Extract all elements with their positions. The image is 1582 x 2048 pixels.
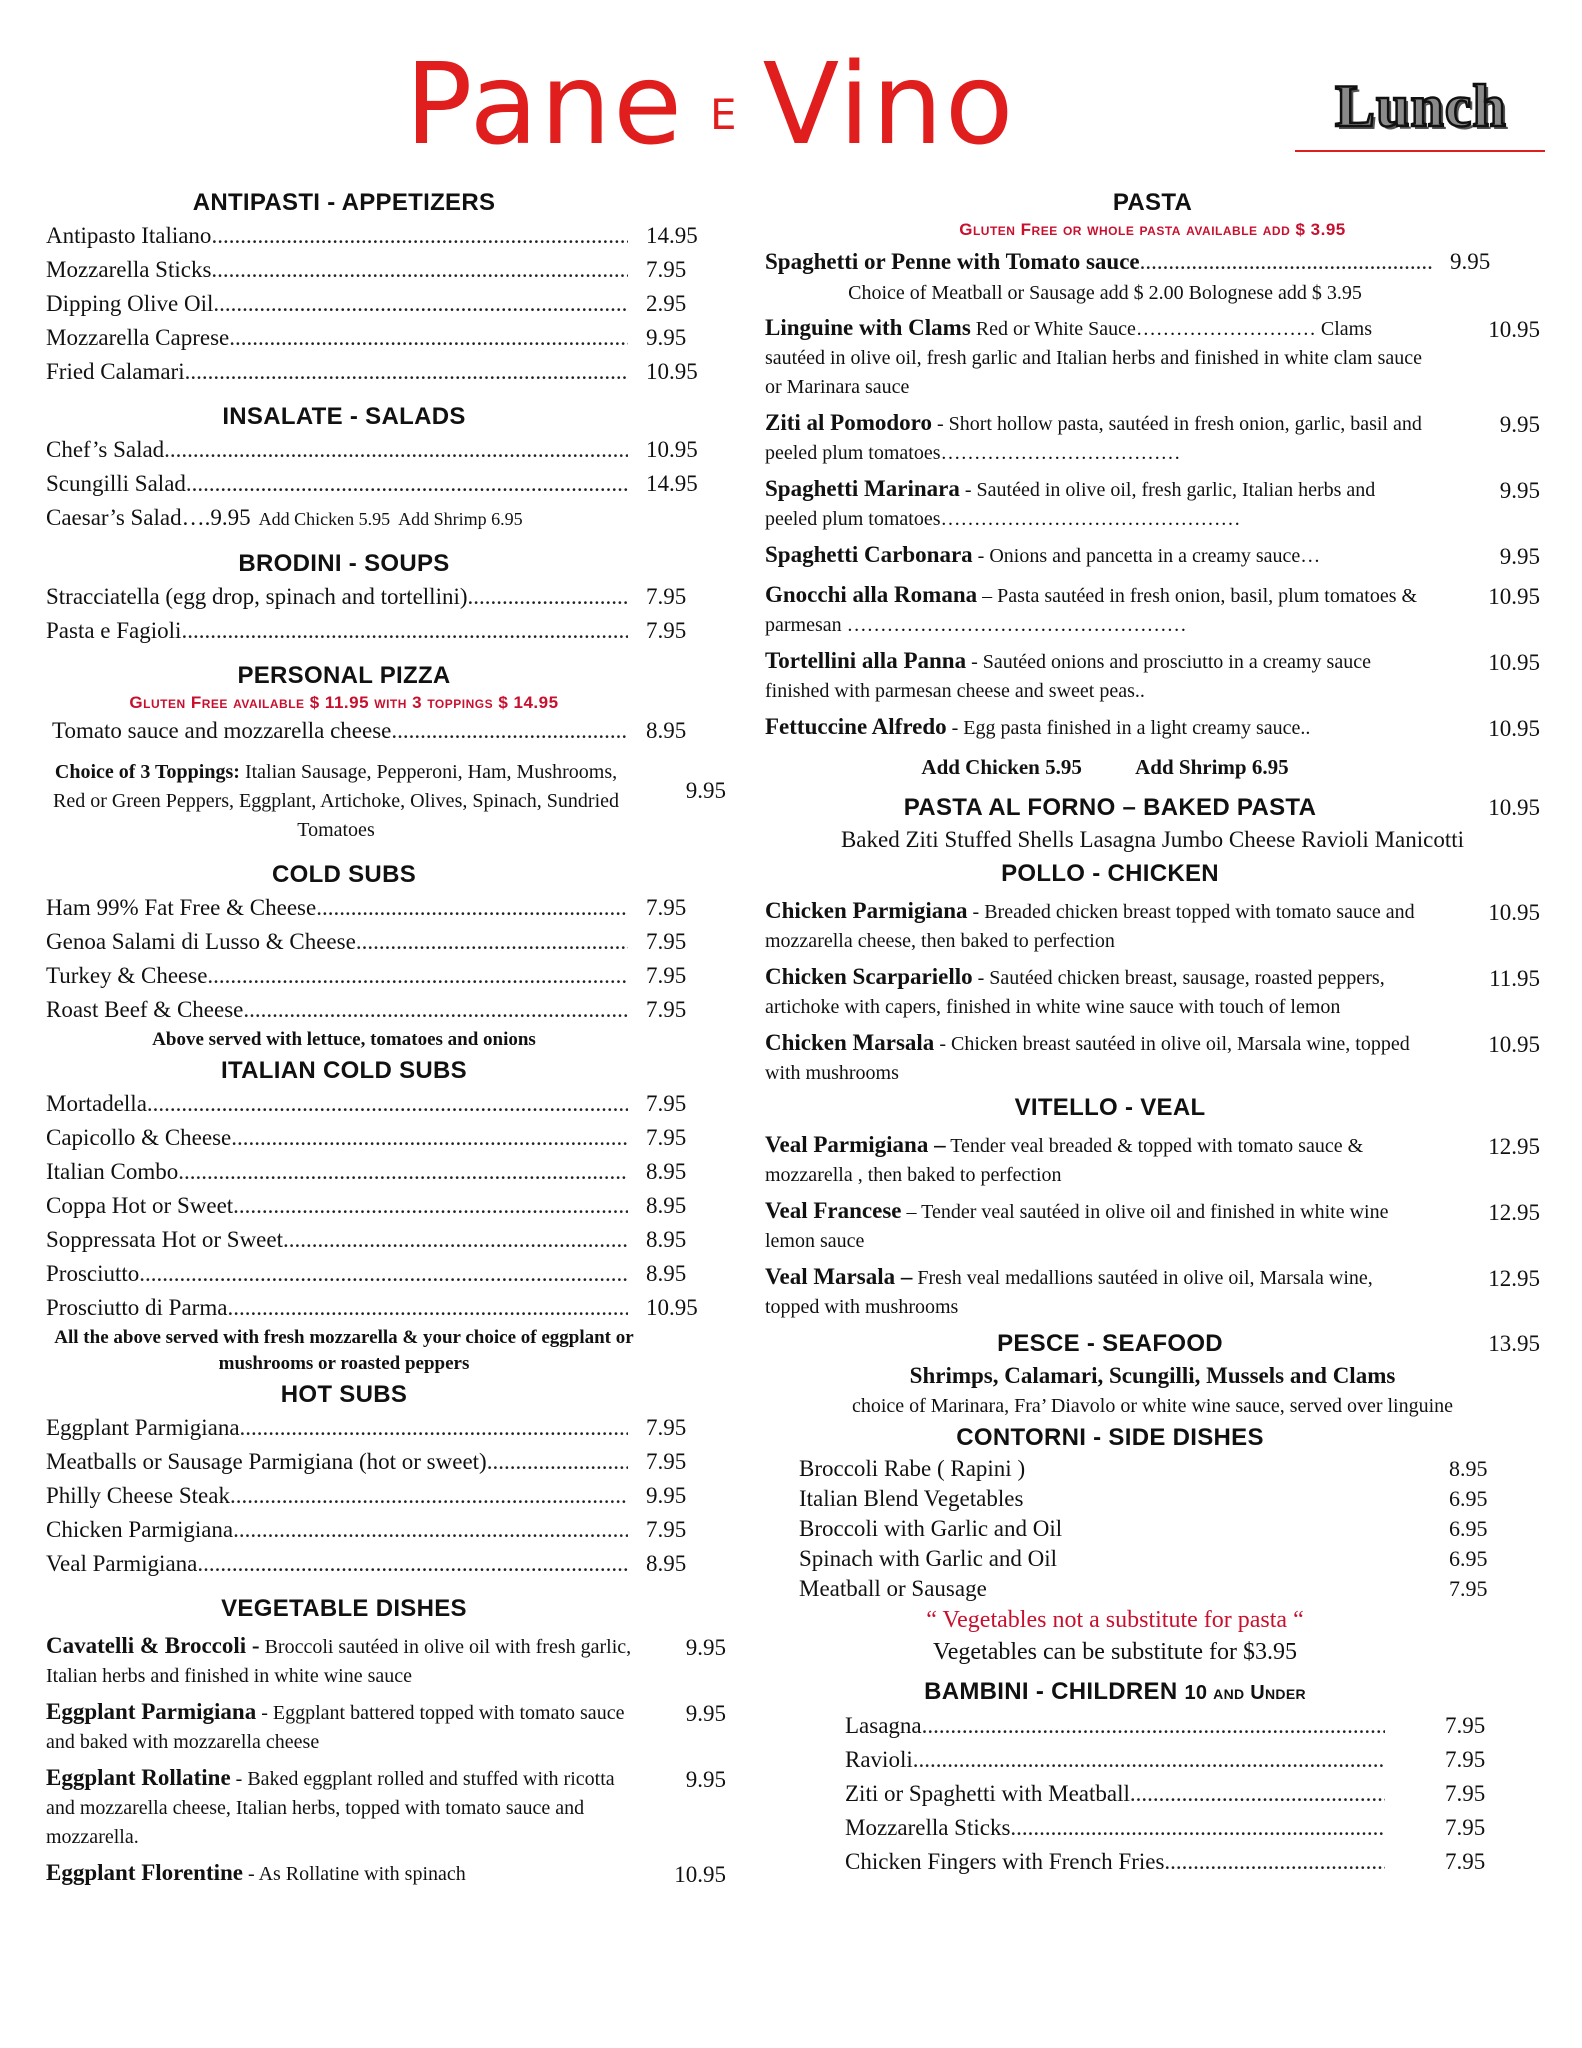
caesar-salad: Caesar’s Salad….9.95 [46,505,251,530]
section-title-italian-cold-subs: ITALIAN COLD SUBS [221,1057,467,1084]
menu-item: Soppressata Hot or Sweet ..... 8.95 [46,1223,726,1257]
menu-item: Fried Calamari ..... 10.95 [46,355,726,389]
menu-item: Veal Marsala – Fresh veal medallions sautéed in olive oil, Marsala wine, topped with mushrooms 12.95 [765,1264,1540,1318]
menu-item: Coppa Hot or Sweet ..... 8.95 [46,1189,726,1223]
pesce-header-row [765,1326,1540,1360]
forno-list: Baked Ziti Stuffed Shells Lasagna Jumbo Cheese Ravioli Manicotti [840,827,1465,852]
menu-item: Eggplant Rollatine - Baked eggplant rolled and stuffed with ricotta and mozzarella cheese, Italian herbs, topped with tomato sauce and mozzarella. 9.95 [46,1765,726,1848]
menu-item: Chicken Marsala - Chicken breast sautéed in olive oil, Marsala wine, topped with mushrooms 10.95 [765,1030,1540,1084]
menu-item: Lasagna ..... 7.95 [845,1709,1485,1743]
forno-price: 10.95 [1488,795,1540,820]
menu-item: Prosciutto ..... 8.95 [46,1257,726,1291]
pesce-note: choice of Marinara, Fra’ Diavolo or white wine sauce, served over linguine [851,1395,1454,1417]
caesar-salad-row [46,501,726,536]
pizza-gluten-free-note: Gluten Free available $ 11.95 with 3 toppings $ 14.95 [129,693,559,712]
caesar-add-shrimp: Add Shrimp 6.95 [398,509,523,529]
section-title-cold-subs: COLD SUBS [271,861,417,888]
menu-item: Spaghetti or Penne with Tomato sauce ..... 9.95 [765,245,1530,279]
spaghetti-choice-note: Choice of Meatball or Sausage add $ 2.00 Bolognese add $ 3.95 [848,282,1362,304]
cold-subs-note: Above served with lettuce, tomatoes and onions [152,1029,536,1050]
menu-item: Italian Blend Vegetables 6.95 [799,1486,1488,1511]
menu-item: Italian Combo ..... 8.95 [46,1155,726,1189]
menu-item: Chicken Fingers with French Fries ..... 7.95 [845,1845,1485,1879]
menu-item: Chicken Parmigiana - Breaded chicken breast topped with tomato sauce and mozzarella cheese, then baked to perfection 10.95 [765,898,1540,952]
menu-item: Philly Cheese Steak ..... 9.95 [46,1479,726,1513]
menu-item: Chicken Parmigiana ..... 7.95 [46,1513,726,1547]
section-title-vitello: VITELLO - VEAL [1014,1094,1206,1121]
section-title-bambini: BAMBINI - CHILDREN 10 and Under [924,1678,1306,1705]
add-shrimp: Add Shrimp 6.95 [1135,755,1289,779]
menu-item: Gnocchi alla Romana – Pasta sautéed in fresh onion, basil, plum tomatoes & parmesan …………………………………………… 10.95 [765,582,1540,636]
menu-item: Veal Francese – Tender veal sautéed in olive oil and finished in white wine lemon sauce 12.95 [765,1198,1540,1252]
menu-item: Broccoli with Garlic and Oil 6.95 [799,1516,1488,1541]
menu-item: Ravioli ..... 7.95 [845,1743,1485,1777]
menu-item: Prosciutto di Parma ..... 10.95 [46,1291,726,1325]
caesar-add-chicken: Add Chicken 5.95 [258,509,391,529]
menu-item: Chef’s Salad ..... 10.95 [46,433,726,467]
lunch-badge: Lunch [1335,73,1507,139]
menu-item: Tortellini alla Panna - Sautéed onions and prosciutto in a creamy sauce finished with parmesan cheese and sweet peas.. 10.95 [765,648,1540,702]
menu-item: Scungilli Salad ..... 14.95 [46,467,726,501]
menu-item: Meatballs or Sausage Parmigiana (hot or sweet) ..... 7.95 [46,1445,726,1479]
section-title-brodini: BRODINI - SOUPS [238,550,450,577]
menu-item: Ziti al Pomodoro - Short hollow pasta, sautéed in fresh onion, garlic, basil and peeled plum tomatoes……………………………… 9.95 [765,410,1540,464]
toppings-text: Italian Sausage, Pepperoni, Ham, Mushrooms, Red or Green Peppers, Eggplant, Artichoke, Olives, Spinach, Sundried Tomatoes [53,761,619,841]
vegetables-substitute-price: Vegetables can be substitute for $3.95 [933,1639,1297,1665]
logo-word-e: E [710,90,737,139]
menu-item: Ziti or Spaghetti with Meatball ..... 7.95 [845,1777,1485,1811]
section-title-pesce: PESCE - SEAFOOD [997,1330,1223,1357]
pizza-toppings [46,758,726,845]
toppings-price: 9.95 [685,778,726,803]
menu-item: Mozzarella Sticks ..... 7.95 [46,253,726,287]
menu-item: Tomato sauce and mozzarella cheese ..... 8.95 [46,714,726,748]
section-title-forno: PASTA AL FORNO – BAKED PASTA [903,794,1317,821]
menu-item: Cavatelli & Broccoli - Broccoli sautéed in olive oil with fresh garlic, Italian herbs and finished in white wine sauce 9.95 [46,1633,726,1687]
menu-item: Eggplant Parmigiana ..... 7.95 [46,1411,726,1445]
menu-item: Ham 99% Fat Free & Cheese ..... 7.95 [46,891,726,925]
logo-word-pane: Pane [405,40,685,170]
logo-word-vino: Vino [762,40,1016,170]
menu-item: Eggplant Parmigiana - Eggplant battered topped with tomato sauce and baked with mozzarella cheese 9.95 [46,1699,726,1753]
menu-item: Capicollo & Cheese ..... 7.95 [46,1121,726,1155]
menu-item: Turkey & Cheese ..... 7.95 [46,959,726,993]
bambini-age-note: 10 and Under [1184,1682,1306,1704]
section-title-contorni: CONTORNI - SIDE DISHES [956,1424,1264,1451]
pasta-addons [765,750,1445,784]
menu-item: Genoa Salami di Lusso & Cheese ..... 7.95 [46,925,726,959]
menu-item: Veal Parmigiana ..... 8.95 [46,1547,726,1581]
left-column [46,185,726,1896]
lunch-underline [1295,150,1545,152]
menu-item: Spaghetti Marinara - Sautéed in olive oil, fresh garlic, Italian herbs and peeled plum tomatoes……………………………………… 9.95 [765,476,1540,530]
italian-cold-subs-note: All the above served with fresh mozzarella & your choice of eggplant or mushrooms or roasted peppers [54,1327,634,1374]
section-title-insalate: INSALATE - SALADS [222,403,466,430]
menu-item: Mozzarella Caprese ..... 9.95 [46,321,726,355]
menu-item: Chicken Scarpariello - Sautéed chicken breast, sausage, roasted peppers, artichoke with capers, finished in white wine sauce with touch of lemon 11.95 [765,964,1540,1018]
menu-item: Roast Beef & Cheese ..... 7.95 [46,993,726,1027]
menu-item: Broccoli Rabe ( Rapini ) 8.95 [799,1456,1488,1481]
section-title-hot-subs: HOT SUBS [280,1381,408,1408]
menu-item: Linguine with Clams Red or White Sauce……………………… Clams sautéed in olive oil, fresh garlic and Italian herbs and finished in white clam sauce or Marinara sauce 10.95 [765,315,1540,398]
add-chicken: Add Chicken 5.95 [921,755,1082,779]
menu-item: Spaghetti Carbonara - Onions and pancetta in a creamy sauce… 9.95 [765,542,1540,569]
menu-item: Fettuccine Alfredo - Egg pasta finished in a light creamy sauce.. 10.95 [765,714,1540,741]
section-title-pasta: PASTA [1112,189,1193,216]
contorni-list [765,1454,1540,1604]
pasta-gluten-free-note: Gluten Free or whole pasta available add $ 3.95 [959,220,1346,239]
pesce-price: 13.95 [1488,1331,1540,1356]
menu-item: Veal Parmigiana – Tender veal breaded & topped with tomato sauce & mozzarella , then baked to perfection 12.95 [765,1132,1540,1186]
menu-item: Pasta e Fagioli ..... 7.95 [46,614,726,648]
menu-item: Spinach with Garlic and Oil 6.95 [799,1546,1488,1571]
vegetables-substitute-warning: “ Vegetables not a substitute for pasta “ [926,1607,1304,1633]
section-title-pollo: POLLO - CHICKEN [1001,860,1219,887]
menu-item: Mortadella ..... 7.95 [46,1087,726,1121]
pesce-list: Shrimps, Calamari, Scungilli, Mussels and Clams [909,1363,1396,1388]
bambini-list [765,1709,1540,1879]
forno-header-row [765,790,1540,824]
right-column [765,185,1540,1879]
section-title-pizza: PERSONAL PIZZA [237,662,451,689]
toppings-label: Choice of 3 Toppings: [54,761,240,783]
menu-item: Antipasto Italiano ..... 14.95 [46,219,726,253]
menu-item: Mozzarella Sticks ..... 7.95 [845,1811,1485,1845]
antipasti-list [46,219,726,389]
restaurant-logo [405,40,1185,175]
menu-item: Meatball or Sausage 7.95 [799,1576,1488,1601]
menu-item: Dipping Olive Oil ..... 2.95 [46,287,726,321]
section-title-vegetable: VEGETABLE DISHES [221,1595,467,1622]
menu-item: Stracciatella (egg drop, spinach and tortellini) ..... 7.95 [46,580,726,614]
section-title-antipasti: ANTIPASTI - APPETIZERS [192,189,496,216]
menu-item: Eggplant Florentine - As Rollatine with spinach 10.95 [46,1860,726,1887]
